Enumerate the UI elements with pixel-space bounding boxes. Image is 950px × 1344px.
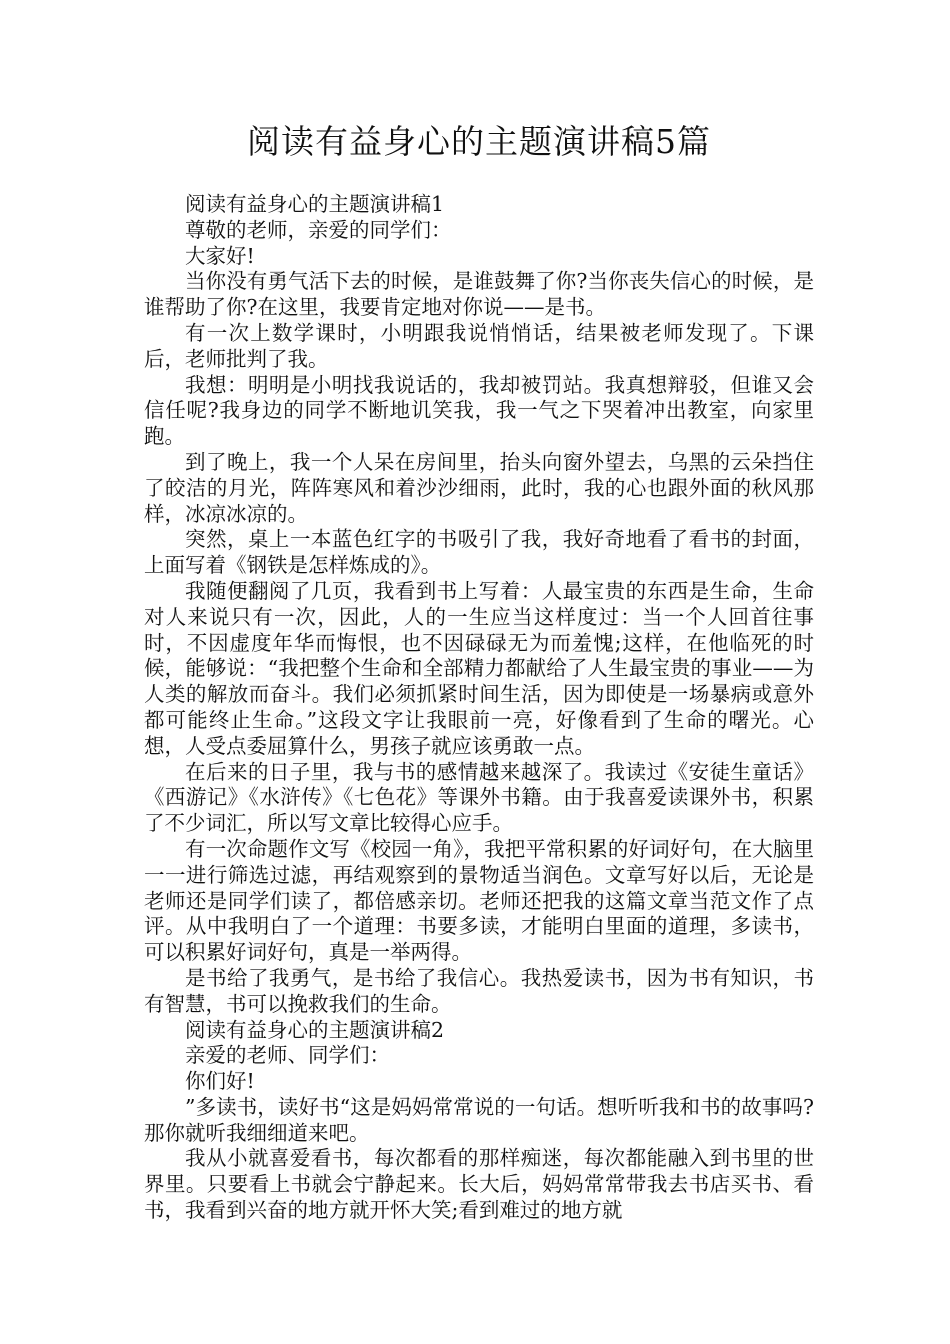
document-title: 阅读有益身心的主题演讲稿5篇 [247,122,711,161]
paragraph: 我随便翻阅了几页，我看到书上写着：人最宝贵的东西是生命，生命对人来说只有一次，因此，人的一生应当这样度过：当一个人回首往事时，不因虚度年华而悔恨，也不因碌碌无为而羞愧;这样，在他临死的时候，能够说：“我把整个生命和全部精力都献给了人生最宝贵的事业——为人类的解放而奋斗。我们必须抓紧时间生活，因为即使是一场暴病或意外都可能终止生命。”这段文字让我眼前一亮，好像看到了生命的曙光。心想，人受点委屈算什么，男孩子就应该勇敢一点。 [144,578,814,758]
paragraph: 是书给了我勇气，是书给了我信心。我热爱读书，因为书有知识，书有智慧，书可以挽救我们的生命。 [144,965,814,1016]
section-heading: 阅读有益身心的主题演讲稿1 [185,192,445,216]
paragraph: 当你没有勇气活下去的时候，是谁鼓舞了你?当你丧失信心的时候，是谁帮助了你?在这里，我要肯定地对你说——是书。 [144,269,814,320]
paragraph: 我从小就喜爱看书，每次都看的那样痴迷，每次都能融入到书里的世界里。只要看上书就会宁静起来。长大后，妈妈常常带我去书店买书、看书，我看到兴奋的地方就开怀大笑;看到难过的地方就 [144,1146,814,1223]
paragraph: ”多读书，读好书“这是妈妈常常说的一句话。想听听我和书的故事吗?那你就听我细细道来吧。 [144,1094,814,1145]
paragraph: 在后来的日子里，我与书的感情越来越深了。我读过《安徒生童话》《西游记》《水浒传》《七色花》等课外书籍。由于我喜爱读课外书，积累了不少词汇，所以写文章比较得心应手。 [144,759,814,836]
document-body [144,192,814,1224]
salutation: 尊敬的老师，亲爱的同学们： [185,217,452,242]
salutation: 亲爱的老师、同学们： [185,1043,390,1068]
paragraph: 有一次命题作文写《校园一角》，我把平常积累的好词好句，在大脑里一一进行筛选过滤，再结观察到的景物适当润色。文章写好以后，无论是老师还是同学们读了，都倍感亲切。老师还把我的这篇文章当范文作了点评。从中我明白了一个道理：书要多读，才能明白里面的道理，多读书，可以积累好词好句，真是一举两得。 [144,836,814,965]
paragraph: 有一次上数学课时，小明跟我说悄悄话，结果被老师发现了。下课后，老师批判了我。 [144,320,814,371]
paragraph: 我想：明明是小明找我说话的，我却被罚站。我真想辩驳，但谁又会信任呢?我身边的同学不断地讥笑我，我一气之下哭着冲出教室，向家里跑。 [144,372,814,449]
paragraph: 突然，桌上一本蓝色红字的书吸引了我，我好奇地看了看书的封面，上面写着《钢铁是怎样炼成的》。 [144,527,814,578]
paragraph: 到了晚上，我一个人呆在房间里，抬头向窗外望去，乌黑的云朵挡住了皎洁的月光，阵阵寒风和着沙沙细雨，此时，我的心也跟外面的秋风那样，冰凉冰凉的。 [144,449,814,526]
greeting: 你们好! [185,1069,255,1094]
section-heading: 阅读有益身心的主题演讲稿2 [185,1017,445,1042]
greeting: 大家好! [185,243,255,268]
